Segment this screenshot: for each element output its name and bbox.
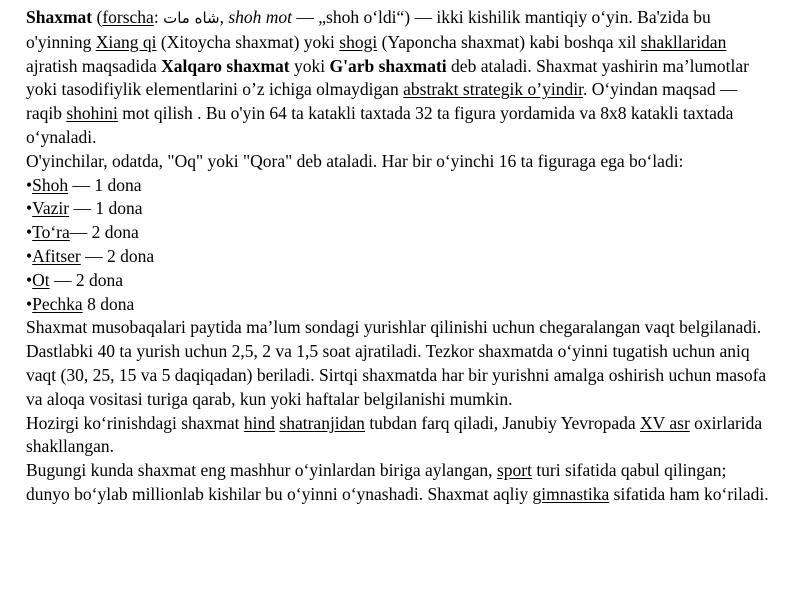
today-text-1: Bugungi kunda shaxmat eng mashhur o‘yinlardan biriga aylangan, bbox=[26, 460, 497, 481]
link-piece-shoh[interactable]: Shoh bbox=[32, 174, 69, 195]
pieces-list bbox=[26, 174, 770, 317]
comma-text: , bbox=[219, 7, 229, 27]
link-sport[interactable]: sport bbox=[496, 460, 532, 481]
link-century[interactable]: XV asr bbox=[640, 412, 690, 433]
bold-international-chess: Xalqaro shaxmat bbox=[161, 55, 290, 76]
article-term: Shaxmat bbox=[26, 7, 93, 27]
link-piece-pechka[interactable]: Pechka bbox=[32, 293, 83, 314]
colon-text: : bbox=[153, 7, 164, 27]
piece-count: — 1 dona bbox=[69, 198, 143, 219]
history-text-3: tubdan farq qiladi, Janubiy Yevropada bbox=[364, 412, 641, 433]
intro-text-7: mot qilish . Bu o'yin 64 ta katakli taxtada 32 ta figura yordamida va 8x8 katakli taxtada o‘ynaladi. bbox=[26, 103, 734, 147]
intro-text-3: ajratish maqsadida bbox=[26, 55, 162, 76]
list-item bbox=[26, 197, 770, 221]
history-text-1: Hozirgi ko‘rinishdagi shaxmat bbox=[26, 412, 244, 433]
intro-text-5: deb ataladi. Shaxmat yashirin ma’lumotlar yoki tasodifiylik elementlarini o’z ichiga olmaydigan bbox=[26, 55, 749, 100]
link-hind[interactable]: hind bbox=[243, 412, 276, 433]
paren-open: ( bbox=[96, 7, 103, 27]
players-paragraph: O'yinchilar, odatda, "Oq" yoki "Qora" deb ataladi. Har bir o‘yinchi 16 ta figuraga ega bo‘ladi: bbox=[26, 150, 684, 171]
list-item bbox=[26, 221, 770, 245]
today-paragraph bbox=[26, 459, 770, 507]
arabic-term: شاه مات bbox=[163, 9, 220, 27]
today-text-3: sifatida ham ko‘riladi. bbox=[609, 483, 769, 504]
link-king[interactable]: shohini bbox=[66, 103, 118, 124]
intro-meaning: — „shoh o‘ldi“) — ikki kishilik mantiqiy o‘yin. Ba'zida bu o'yinning bbox=[26, 7, 711, 52]
link-forscha[interactable]: forscha bbox=[102, 7, 154, 27]
link-shogi[interactable]: shogi bbox=[339, 31, 378, 52]
link-abstract-strategy[interactable]: abstrakt strategik o’yindir bbox=[403, 79, 583, 100]
link-piece-tora[interactable]: To‘ra bbox=[32, 222, 70, 243]
time-control-paragraph: Shaxmat musobaqalari paytida ma’lum sondagi yurishlar qilinishi uchun chegaralangan vaqt belgilanadi. Dastlabki 40 ta yurish uchun 2,5, 2 va 1,5 soat ajratiladi. Tezkor shaxmatda o‘yinni tugatish uchun aniq vaqt (30, 25, 15 va 5 daqiqadan) beriladi. Sirtqi shaxmatda har bir yurishni amalga oshirish uchun masofa va aloqa vositasi turiga qarab, kun yoki haftalar belgilanishi mumkin. bbox=[26, 317, 767, 409]
intro-text-6: . O‘yindan maqsad — raqib bbox=[26, 79, 738, 124]
history-paragraph bbox=[26, 412, 770, 460]
link-shatranj[interactable]: shatranjidan bbox=[279, 412, 365, 433]
intro-paragraph bbox=[26, 6, 770, 150]
intro-text-4: yoki bbox=[289, 55, 330, 76]
bold-western-chess: G'arb shaxmati bbox=[329, 55, 447, 76]
list-item bbox=[26, 245, 770, 269]
list-item bbox=[26, 174, 770, 198]
link-piece-afitser[interactable]: Afitser bbox=[32, 245, 81, 266]
piece-count: — 2 dona bbox=[49, 269, 124, 290]
link-gymnastics[interactable]: gimnastika bbox=[532, 483, 610, 504]
list-item bbox=[26, 293, 770, 317]
piece-count: — 1 dona bbox=[68, 174, 142, 195]
intro-text-2: (Yaponcha shaxmat) kabi boshqa xil bbox=[377, 31, 641, 52]
link-variants[interactable]: shakllaridan bbox=[640, 31, 727, 52]
list-item bbox=[26, 269, 770, 293]
history-text-4: oxirlarida shakllangan. bbox=[26, 412, 763, 457]
piece-count: 8 dona bbox=[82, 293, 135, 314]
intro-text-1: (Xitoycha shaxmat) yoki bbox=[156, 31, 340, 52]
link-piece-ot[interactable]: Ot bbox=[32, 269, 50, 290]
piece-count: — 2 dona bbox=[69, 222, 139, 243]
link-xiangqi[interactable]: Xiang qi bbox=[95, 31, 157, 52]
transliteration: shoh mot bbox=[228, 7, 293, 27]
piece-count: — 2 dona bbox=[80, 245, 155, 266]
today-text-2: turi sifatida qabul qilingan; dunyo bo‘ylab millionlab kishilar bu o‘yinni o‘ynashadi. Shaxmat aqliy bbox=[26, 460, 727, 504]
link-piece-vazir[interactable]: Vazir bbox=[32, 198, 70, 219]
